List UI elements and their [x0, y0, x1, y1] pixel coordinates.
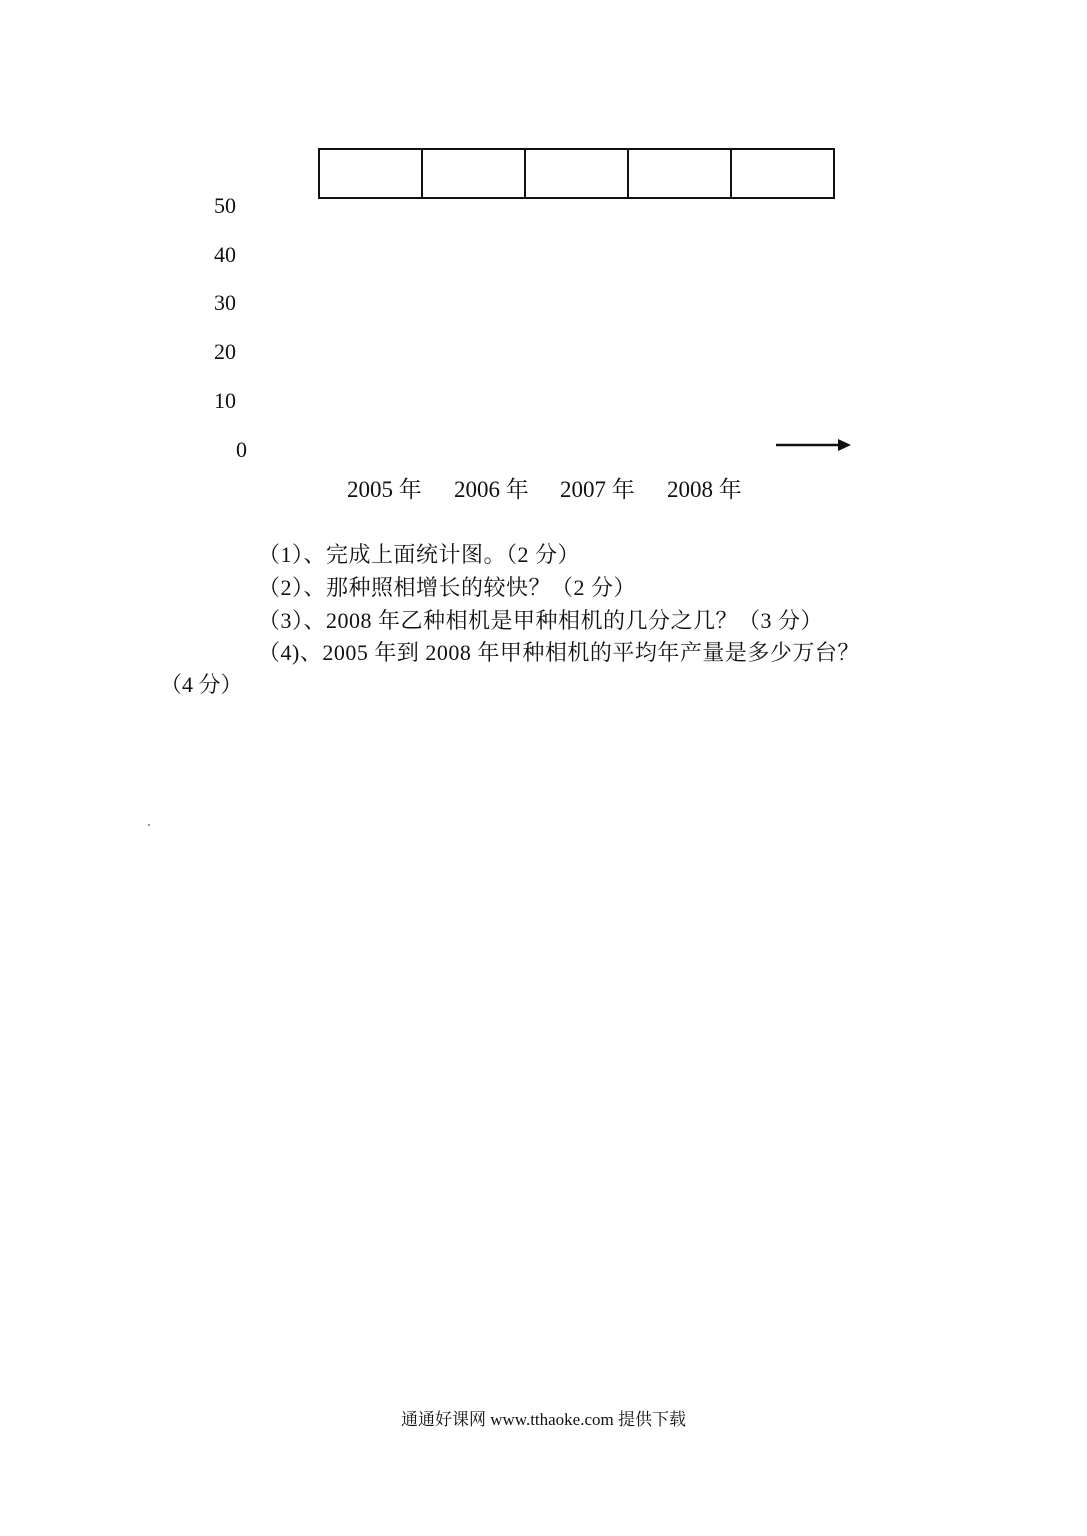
question-3: （3）、2008 年乙种相机是甲种相机的几分之几？（3 分） [258, 608, 824, 633]
x-label-2008: 2008 年 [667, 477, 742, 502]
table-cell [422, 149, 525, 198]
question-4-points: （4 分） [160, 672, 243, 697]
axis-arrow-icon [776, 437, 852, 453]
blank-legend-table [318, 148, 835, 199]
table-cell [731, 149, 834, 198]
y-tick-0: 0 [236, 437, 247, 462]
y-tick-40: 40 [214, 242, 236, 267]
footer-credit: 通通好课网 www.tthaoke.com 提供下载 [400, 1410, 687, 1429]
question-2: （2）、那种照相增长的较快？（2 分） [258, 575, 637, 600]
table-cell [525, 149, 628, 198]
scan-speck [148, 824, 150, 826]
y-tick-20: 20 [214, 339, 236, 364]
y-tick-30: 30 [214, 290, 236, 315]
question-1: （1）、完成上面统计图。（2 分） [258, 542, 581, 567]
x-label-2007: 2007 年 [560, 477, 635, 502]
y-tick-10: 10 [214, 388, 236, 413]
table-cell [628, 149, 731, 198]
y-tick-50: 50 [214, 193, 236, 218]
question-4: （4)、2005 年到 2008 年甲种相机的平均年产量是多少万台？ [258, 640, 860, 665]
x-label-2006: 2006 年 [454, 477, 529, 502]
x-label-2005: 2005 年 [347, 477, 422, 502]
table-cell [319, 149, 422, 198]
